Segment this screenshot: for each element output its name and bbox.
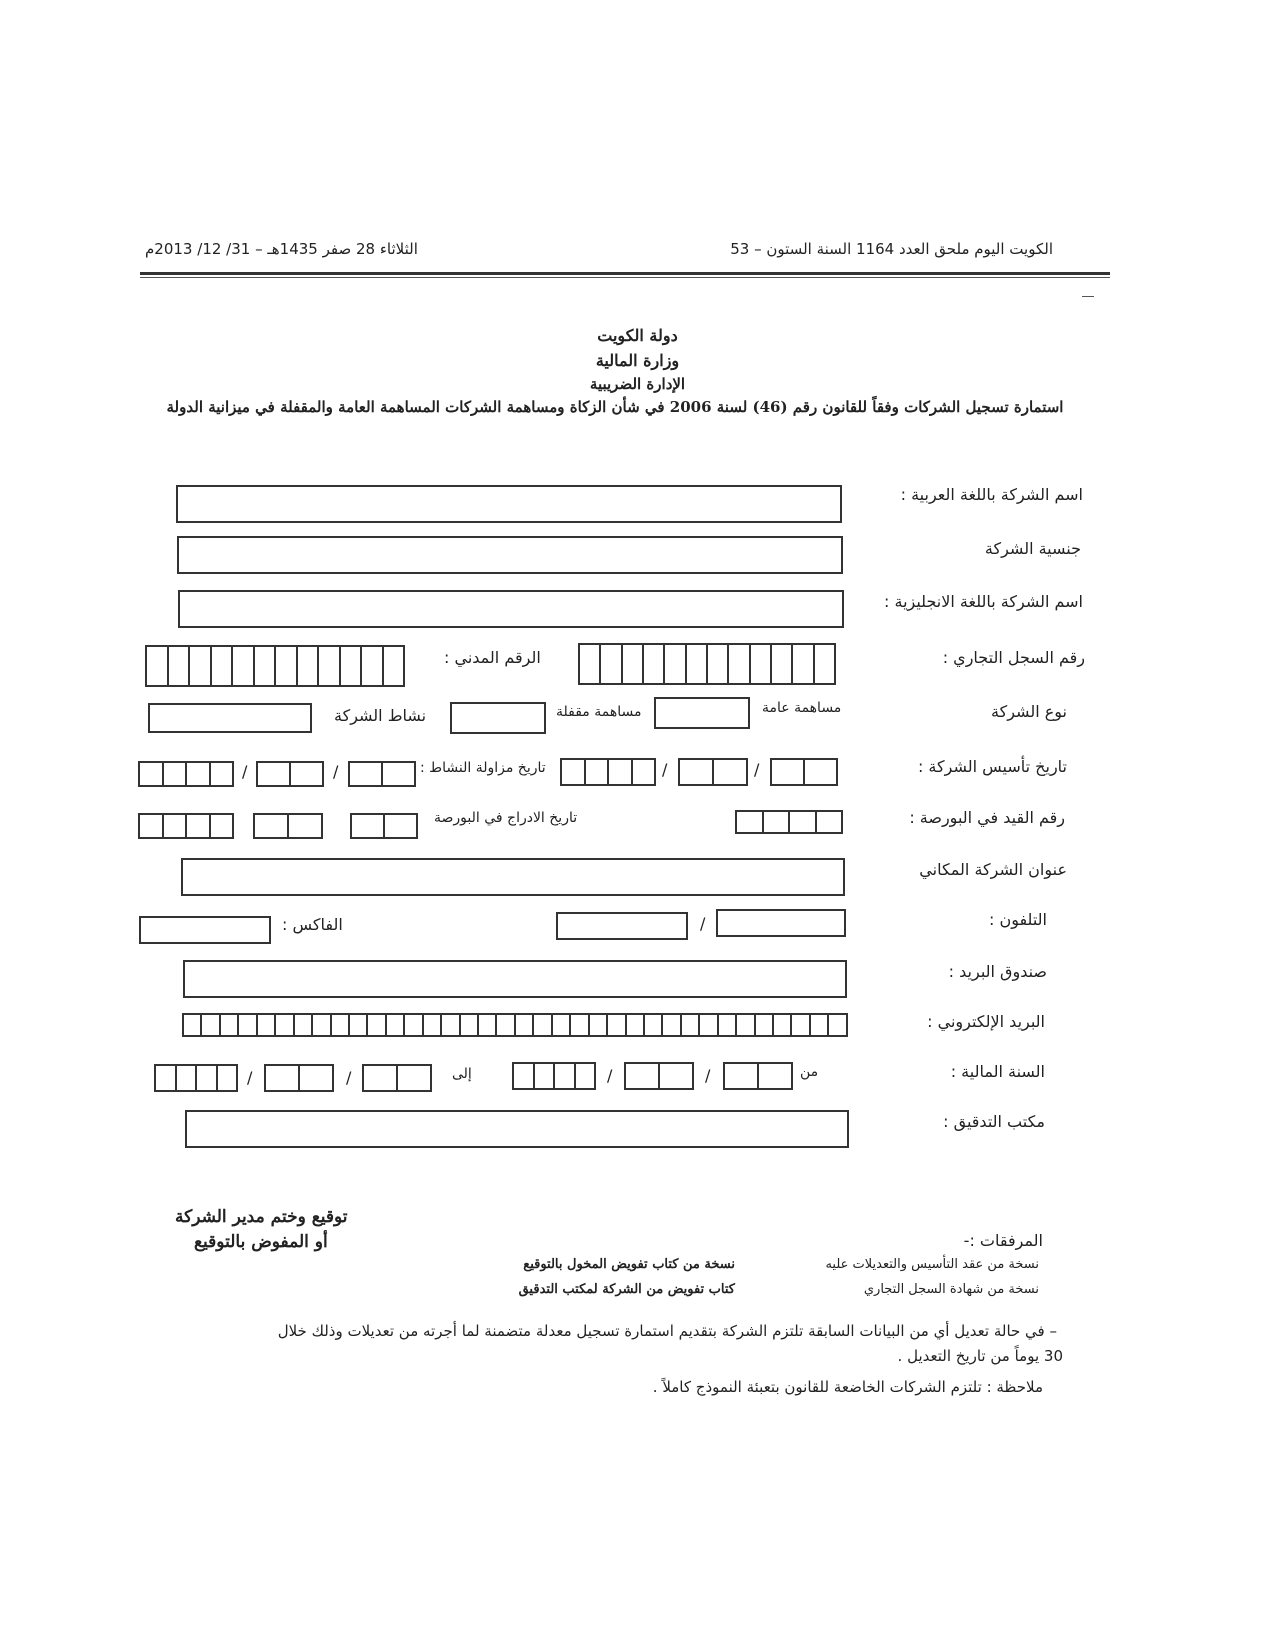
label-to: إلى bbox=[452, 1066, 472, 1082]
date-separator: / bbox=[247, 1068, 253, 1087]
label-exchange-reg: رقم القيد في البورصة : bbox=[909, 808, 1065, 827]
form-title: استمارة تسجيل الشركات وفقاً للقانون رقم (46) لسنة 2006 في شأن الزكاة ومساهمة الشركات المساهمة العامة والمقفلة في ميزانية الدولة bbox=[166, 398, 1064, 416]
fiscal-to-day-cells[interactable] bbox=[362, 1064, 432, 1092]
email-cells[interactable] bbox=[182, 1013, 848, 1037]
header-rule-thin bbox=[140, 277, 1110, 278]
date-separator: / bbox=[607, 1066, 613, 1085]
gazette-header-date: الثلاثاء 28 صفر 1435هـ – 31/ 12/ 2013م bbox=[145, 240, 418, 258]
activity-start-month-cells[interactable] bbox=[256, 761, 324, 787]
address-field[interactable] bbox=[181, 858, 845, 896]
amendment-note-line-2: 30 يوماً من تاريخ التعديل . bbox=[897, 1347, 1063, 1365]
attachment-item: نسخة من عقد التأسيس والتعديلات عليه bbox=[825, 1257, 1039, 1272]
label-activity: نشاط الشركة bbox=[334, 706, 427, 725]
label-activity-start: تاريخ مزاولة النشاط : bbox=[420, 760, 546, 776]
label-listing-date: تاريخ الادراج في البورصة bbox=[434, 810, 578, 826]
gazette-header-issue: الكويت اليوم ملحق العدد 1164 السنة الستون – 53 bbox=[730, 240, 1053, 258]
label-founding-date: تاريخ تأسيس الشركة : bbox=[917, 757, 1067, 776]
exchange-reg-cells[interactable] bbox=[735, 810, 843, 834]
header-rule bbox=[140, 272, 1110, 275]
attachment-item: نسخة من كتاب تفويض المخول بالتوقيع bbox=[523, 1257, 735, 1272]
label-company-type: نوع الشركة bbox=[991, 702, 1067, 721]
founding-year-cells[interactable] bbox=[560, 758, 656, 786]
name-ar-field[interactable] bbox=[176, 485, 842, 523]
label-nationality: جنسية الشركة bbox=[984, 539, 1081, 558]
date-separator: / bbox=[705, 1066, 711, 1085]
date-separator: / bbox=[754, 760, 760, 779]
label-fax: الفاكس : bbox=[282, 915, 343, 934]
phone-field-1[interactable] bbox=[716, 909, 846, 937]
civil-id-cells[interactable] bbox=[145, 645, 405, 687]
cr-number-cells[interactable] bbox=[578, 643, 836, 685]
label-email: البريد الإلكتروني : bbox=[927, 1012, 1045, 1031]
nationality-field[interactable] bbox=[177, 536, 843, 574]
signature-line-2: أو المفوض بالتوقيع bbox=[194, 1232, 328, 1252]
founding-month-cells[interactable] bbox=[678, 758, 748, 786]
label-phone: التلفون : bbox=[988, 910, 1047, 929]
phone-separator: / bbox=[700, 914, 706, 933]
label-closed-jsc: مساهمة مقفلة bbox=[556, 704, 642, 720]
signature-line-1: توقيع وختم مدير الشركة bbox=[175, 1207, 348, 1227]
margin-mark bbox=[1082, 296, 1094, 297]
attachment-item: نسخة من شهادة السجل التجاري bbox=[863, 1282, 1039, 1297]
date-separator: / bbox=[346, 1068, 352, 1087]
activity-start-day-cells[interactable] bbox=[348, 761, 416, 787]
amendment-note-line-1: – في حالة تعديل أي من البيانات السابقة تلتزم الشركة بتقديم استمارة تسجيل معدلة متضمنة لما أجرته من تعديلات وذلك خلال bbox=[277, 1322, 1057, 1340]
date-separator: / bbox=[242, 762, 248, 781]
activity-field[interactable] bbox=[148, 703, 312, 733]
date-separator: / bbox=[333, 762, 339, 781]
name-en-field[interactable] bbox=[178, 590, 844, 628]
label-name-ar: اسم الشركة باللغة العربية : bbox=[900, 485, 1083, 504]
label-name-en: اسم الشركة باللغة الانجليزية : bbox=[884, 592, 1083, 611]
founding-day-cells[interactable] bbox=[770, 758, 838, 786]
label-fiscal-year: السنة المالية : bbox=[950, 1062, 1045, 1081]
attachment-item: كتاب تفويض من الشركة لمكتب التدقيق bbox=[518, 1282, 735, 1297]
fax-field[interactable] bbox=[139, 916, 271, 944]
title-ministry: وزارة المالية bbox=[595, 351, 680, 370]
label-cr-number: رقم السجل التجاري : bbox=[942, 648, 1085, 667]
listing-day-cells[interactable] bbox=[350, 813, 418, 839]
label-address: عنوان الشركة المكاني bbox=[919, 860, 1067, 879]
po-box-field[interactable] bbox=[183, 960, 847, 998]
label-from: من bbox=[800, 1064, 819, 1080]
date-separator: / bbox=[662, 760, 668, 779]
fiscal-to-year-cells[interactable] bbox=[154, 1064, 238, 1092]
label-po-box: صندوق البريد : bbox=[948, 962, 1047, 981]
remark-note: ملاحظة : تلتزم الشركات الخاضعة للقانون بتعبئة النموذج كاملاً . bbox=[652, 1378, 1043, 1396]
activity-start-year-cells[interactable] bbox=[138, 761, 234, 787]
label-civil-id: الرقم المدني : bbox=[444, 648, 541, 667]
phone-field-2[interactable] bbox=[556, 912, 688, 940]
listing-year-cells[interactable] bbox=[138, 813, 234, 839]
fiscal-to-month-cells[interactable] bbox=[264, 1064, 334, 1092]
listing-month-cells[interactable] bbox=[253, 813, 323, 839]
closed-jsc-checkbox[interactable] bbox=[450, 702, 546, 734]
fiscal-from-year-cells[interactable] bbox=[512, 1062, 596, 1090]
attachments-title: المرفقات :- bbox=[963, 1231, 1043, 1250]
public-jsc-checkbox[interactable] bbox=[654, 697, 750, 729]
title-department: الإدارة الضريبية bbox=[589, 375, 686, 393]
title-state: دولة الكويت bbox=[597, 326, 678, 345]
fiscal-from-day-cells[interactable] bbox=[723, 1062, 793, 1090]
auditor-field[interactable] bbox=[185, 1110, 849, 1148]
label-public-jsc: مساهمة عامة bbox=[762, 700, 842, 716]
fiscal-from-month-cells[interactable] bbox=[624, 1062, 694, 1090]
label-auditor: مكتب التدقيق : bbox=[943, 1112, 1045, 1131]
